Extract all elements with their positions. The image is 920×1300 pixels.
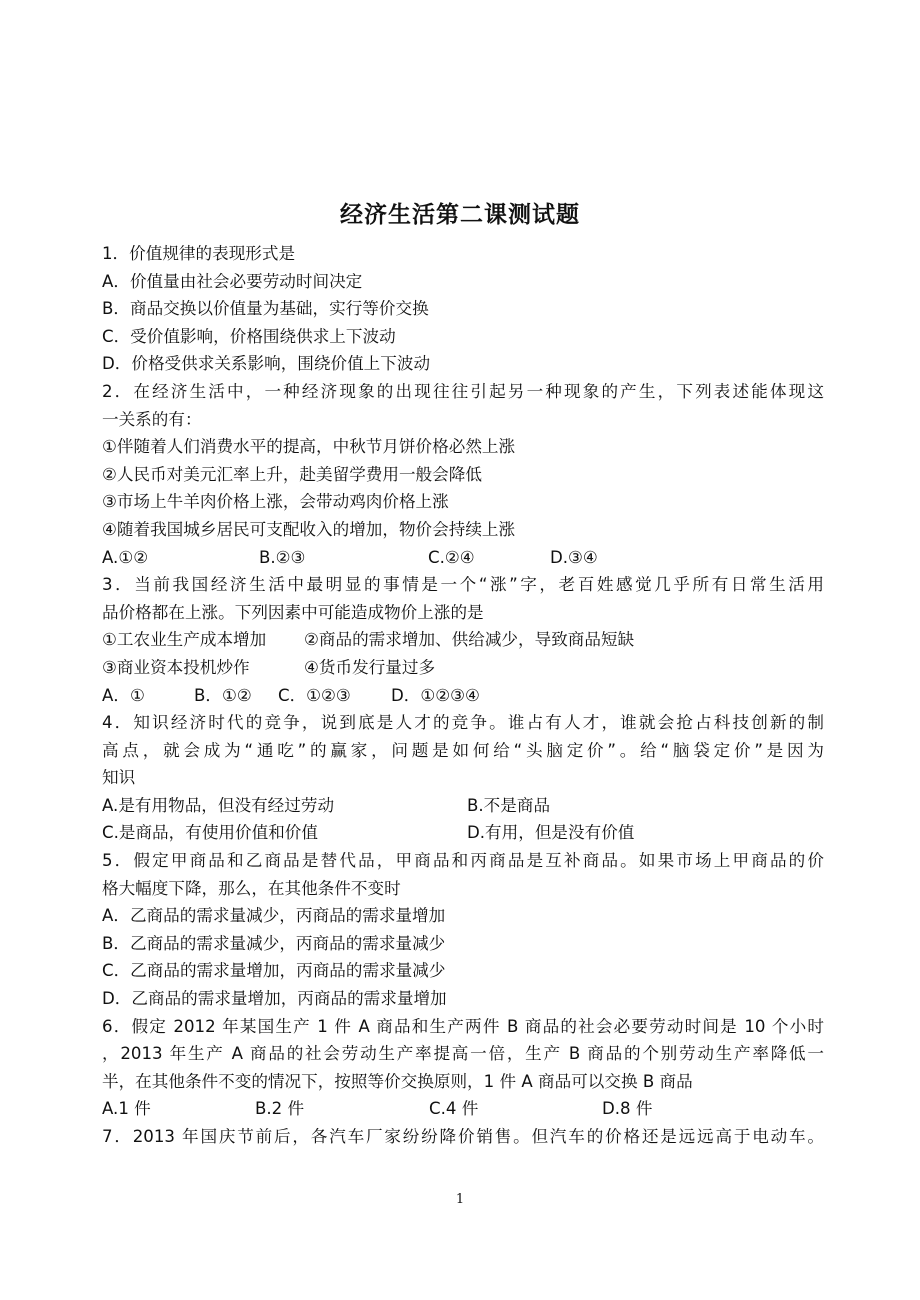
q1-option-c: C．受价值影响，价格围绕供求上下波动 <box>102 326 396 346</box>
q6-option-d: D.8 件 <box>602 1099 653 1119</box>
q2-option-c: C.②④ <box>428 547 475 567</box>
page-title: 经济生活第二课测试题 <box>340 201 580 228</box>
q2-stem-line2: 一关系的有： <box>102 409 202 429</box>
q5-option-a: A．乙商品的需求量减少，丙商品的需求量增加 <box>102 906 446 926</box>
q3-option-c: C．①②③ <box>278 685 351 705</box>
q3-stem-line2: 品价格都在上涨。下列因素中可能造成物价上涨的是 <box>102 602 484 622</box>
q6-option-b: B.2 件 <box>255 1099 305 1119</box>
q7-stem-line1: 7．2013 年国庆节前后，各汽车厂家纷纷降价销售。但汽车的价格还是远远高于电动车。 <box>102 1127 824 1146</box>
q5-stem-line2: 格大幅度下降，那么，在其他条件不变时 <box>102 878 401 898</box>
q2-option-a: A.①② <box>102 547 149 567</box>
q4-option-a: A.是有用物品，但没有经过劳动 <box>102 795 335 815</box>
q3-option-b: B．①② <box>194 685 252 705</box>
q4-options-row1 <box>102 792 824 820</box>
q1-option-a: A．价值量由社会必要劳动时间决定 <box>102 271 363 291</box>
q2-statement-3: ③市场上牛羊肉价格上涨，会带动鸡肉价格上涨 <box>102 492 449 512</box>
q3-option-a: A．① <box>102 685 145 705</box>
q2-options <box>102 544 824 572</box>
page-number: 1 <box>455 1192 465 1207</box>
q3-statement-1: ①工农业生产成本增加 <box>102 630 267 650</box>
q4-stem-line2: 高点，就会成为“通吃”的赢家，问题是如何给“头脑定价”。给“脑袋定价”是因为 <box>102 740 824 760</box>
question-list <box>102 240 824 1151</box>
q6-option-a: A.1 件 <box>102 1099 151 1119</box>
q3-statement-4: ④货币发行量过多 <box>304 657 436 677</box>
q2-statement-1: ①伴随着人们消费水平的提高，中秋节月饼价格必然上涨 <box>102 437 516 457</box>
q5-option-c: C．乙商品的需求量增加，丙商品的需求量减少 <box>102 961 446 981</box>
q3-statements-row2 <box>102 654 824 682</box>
q1-stem: 1．价值规律的表现形式是 <box>102 244 296 263</box>
q2-stem-line1: 2．在经济生活中，一种经济现象的出现往往引起另一种现象的产生，下列表述能体现这 <box>102 381 824 401</box>
q4-option-c: C.是商品，有使用价值和价值 <box>102 823 318 843</box>
q1-option-b: B．商品交换以价值量为基础，实行等价交换 <box>102 299 429 319</box>
q3-statement-3: ③商业资本投机炒作 <box>102 657 250 677</box>
q6-option-c: C.4 件 <box>429 1099 479 1119</box>
q3-statements-row1 <box>102 626 824 654</box>
q2-option-b: B.②③ <box>259 547 306 567</box>
q4-stem-line3: 知识 <box>102 768 136 788</box>
q6-options <box>102 1095 824 1123</box>
q6-stem-line2: ，2013 年生产 A 商品的社会劳动生产率提高一倍，生产 B 商品的个别劳动生产率降低一 <box>102 1044 824 1064</box>
q5-stem-line1: 5．假定甲商品和乙商品是替代品，甲商品和丙商品是互补商品。如果市场上甲商品的价 <box>102 851 824 871</box>
q3-options <box>102 682 824 710</box>
q2-statement-4: ④随着我国城乡居民可支配收入的增加，物价会持续上涨 <box>102 519 516 539</box>
q5-option-b: B．乙商品的需求量减少，丙商品的需求量减少 <box>102 933 446 953</box>
q3-statement-2: ②商品的需求增加、供给减少，导致商品短缺 <box>304 630 635 650</box>
q4-option-b: B.不是商品 <box>467 795 551 815</box>
q4-options-row2 <box>102 819 824 847</box>
q4-stem-line1: 4．知识经济时代的竞争，说到底是人才的竞争。谁占有人才，谁就会抢占科技创新的制 <box>102 713 824 733</box>
q5-option-d: D．乙商品的需求量增加，丙商品的需求量增加 <box>102 989 447 1009</box>
q3-stem-line1: 3．当前我国经济生活中最明显的事情是一个“涨”字，老百姓感觉几乎所有日常生活用 <box>102 575 824 595</box>
q6-stem-line3: 半，在其他条件不变的情况下，按照等价交换原则，1 件 A 商品可以交换 B 商品 <box>102 1071 693 1091</box>
q2-option-d: D.③④ <box>550 547 598 567</box>
q2-statement-2: ②人民币对美元汇率上升，赴美留学费用一般会降低 <box>102 464 482 484</box>
q1-option-d: D．价格受供求关系影响，围绕价值上下波动 <box>102 354 431 374</box>
q3-option-d: D．①②③④ <box>391 685 480 705</box>
q4-option-d: D.有用，但是没有价值 <box>467 823 635 843</box>
q6-stem-line1: 6．假定 2012 年某国生产 1 件 A 商品和生产两件 B 商品的社会必要劳动时间是 10 个小时 <box>102 1016 824 1036</box>
